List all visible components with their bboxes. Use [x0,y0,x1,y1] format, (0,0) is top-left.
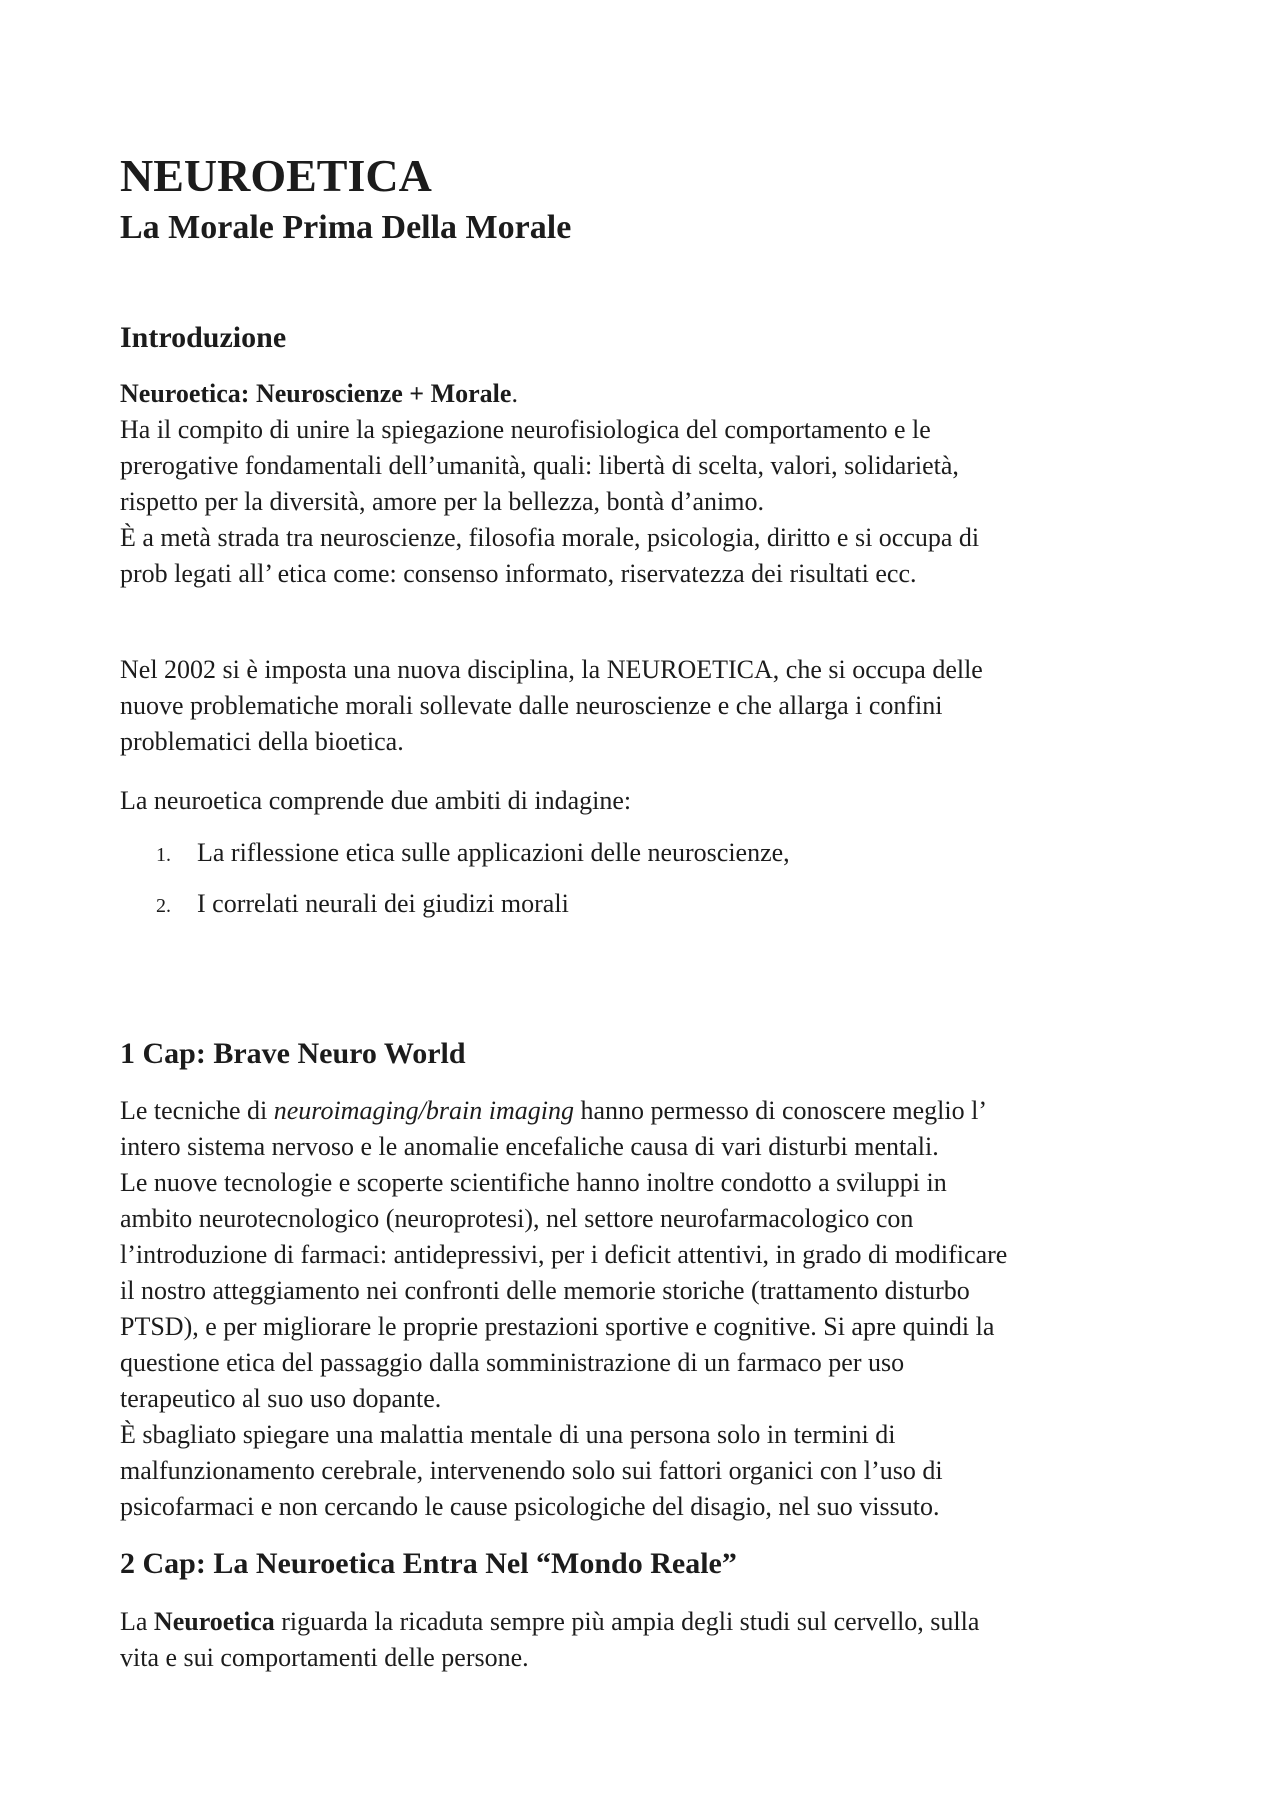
paragraph-2002 [120,652,1165,760]
list-item-number: 1. [156,844,171,866]
paragraph-2002-line: Nel 2002 si è imposta una nuova disciplina, la NEUROETICA, che si occupa delle [120,655,983,684]
intro-line: prob legati all’ etica come: consenso informato, riservatezza dei risultati ecc. [120,559,917,588]
intro-line: rispetto per la diversità, amore per la bellezza, bontà d’animo. [120,487,764,516]
cap2-first-pre: La [120,1607,154,1636]
intro-line: prerogative fondamentali dell’umanità, quali: libertà di scelta, valori, solidarietà, [120,451,959,480]
list-item-text: La riflessione etica sulle applicazioni delle neuroscienze, [197,838,790,867]
section-heading-cap1: 1 Cap: Brave Neuro World [120,1037,466,1070]
paragraph-2002-line: nuove problematiche morali sollevate dalle neuroscienze e che allarga i confini [120,691,943,720]
ambiti-list [120,835,1165,937]
cap2-first-post: riguarda la ricaduta sempre più ampia degli studi sul cervello, sulla [274,1607,980,1636]
cap1-line: l’introduzione di farmaci: antidepressivi, per i deficit attentivi, in grado di modificare [120,1240,1008,1269]
intro-line: Ha il compito di unire la spiegazione neurofisiologica del comportamento e le [120,415,931,444]
cap1-line: PTSD), e per migliorare le proprie prestazioni sportive e cognitive. Si apre quindi la [120,1312,995,1341]
cap1-first-italic: neuroimaging/brain imaging [273,1096,574,1125]
cap1-line: È sbagliato spiegare una malattia mentale di una persona solo in termini di [120,1420,896,1449]
cap1-paragraph [120,1093,1165,1525]
intro-lead-bold: Neuroetica: Neuroscienze + Morale [120,379,512,408]
section-heading-introduzione: Introduzione [120,321,287,354]
intro-paragraph [120,376,1165,592]
cap1-first-line [120,1093,1165,1129]
cap1-line: psicofarmaci e non cercando le cause psicologiche del disagio, nel suo vissuto. [120,1492,940,1521]
cap1-line: Le nuove tecnologie e scoperte scientifiche hanno inoltre condotto a sviluppi in [120,1168,947,1197]
cap1-line: terapeutico al suo uso dopante. [120,1384,442,1413]
cap2-line: vita e sui comportamenti delle persone. [120,1643,529,1672]
intro-lead-end: . [511,379,518,408]
list-item-text: I correlati neurali dei giudizi morali [197,889,569,918]
cap1-line: ambito neurotecnologico (neuroprotesi), nel settore neurofarmacologico con [120,1204,914,1233]
document-title: NEUROETICA [120,150,432,201]
ambiti-paragraph: La neuroetica comprende due ambiti di indagine: [120,786,632,815]
cap1-first-post: hanno permesso di conoscere meglio l’ [573,1096,987,1125]
list-item-number: 2. [156,895,171,917]
cap1-line: il nostro atteggiamento nei confronti delle memorie storiche (trattamento disturbo [120,1276,970,1305]
cap2-first-bold: Neuroetica [153,1607,275,1636]
cap1-line: intero sistema nervoso e le anomalie encefaliche causa di vari disturbi mentali. [120,1132,939,1161]
cap2-first-line [120,1604,1165,1640]
list-item [120,886,1165,922]
paragraph-2002-line: problematici della bioetica. [120,727,404,756]
section-heading-cap2: 2 Cap: La Neuroetica Entra Nel “Mondo Reale” [120,1547,737,1580]
cap1-first-pre: Le tecniche di [120,1096,274,1125]
intro-line: È a metà strada tra neuroscienze, filosofia morale, psicologia, diritto e si occupa di [120,523,980,552]
cap1-line: malfunzionamento cerebrale, intervenendo solo sui fattori organici con l’uso di [120,1456,943,1485]
list-item [120,835,1165,871]
document-subtitle: La Morale Prima Della Morale [120,209,572,246]
cap2-paragraph [120,1604,1165,1676]
intro-lead-line [120,376,1165,412]
cap1-line: questione etica del passaggio dalla somministrazione di un farmaco per uso [120,1348,905,1377]
